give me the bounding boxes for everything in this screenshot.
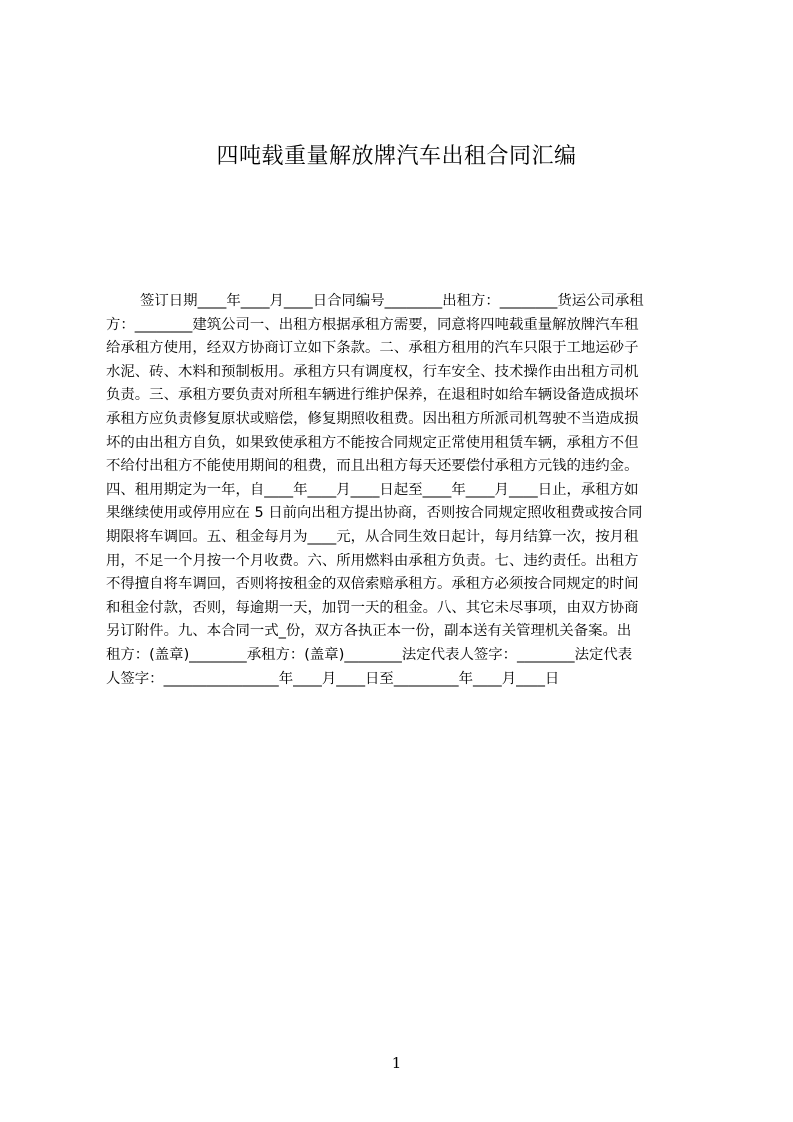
body-line: 另订附件。九、本合同一式_份，双方各执正本一份，副本送有关管理机关备案。出 xyxy=(106,623,632,640)
body-line: 人签字：________________年____月____日至_________年____月____日 xyxy=(106,670,560,687)
contract-body xyxy=(106,290,698,691)
body-line: 用，不足一个月按一个月收费。六、所用燃料由承租方负责。七、违约责任。出租方 xyxy=(106,552,639,569)
body-line: 给承租方使用，经双方协商订立如下条款。二、承租方租用的汽车只限于工地运砂子 xyxy=(106,340,639,357)
body-line: 坏的由出租方自负，如果致使承租方不能按合同规定正常使用租赁车辆，承租方不但 xyxy=(106,434,639,451)
body-line: 方：________建筑公司一、出租方根据承租方需要，同意将四吨载重量解放牌汽车租 xyxy=(106,316,639,333)
document-title: 四吨载重量解放牌汽车出租合同汇编 xyxy=(216,144,577,169)
body-line: 水泥、砖、木料和预制板用。承租方只有调度权，行车安全、技术操作由出租方司机 xyxy=(106,363,639,380)
body-line: 果继续使用或停用应在 5 日前向出租方提出协商，否则按合同规定照收租费或按合同 xyxy=(106,505,643,522)
body-line: 期限将车调回。五、租金每月为____元，从合同生效日起计，每月结算一次，按月租 xyxy=(106,528,639,545)
body-line: 不给付出租方不能使用期间的租费，而且出租方每天还要偿付承租方元钱的违约金。 xyxy=(106,458,639,475)
body-line: 负责。三、承租方要负责对所租车辆进行维护保养，在退租时如给车辆设备造成损坏 xyxy=(106,387,639,404)
body-line: 租方：(盖章)________承租方：(盖章)________法定代表人签字：________法定代表 xyxy=(106,646,633,663)
body-line: 四、租用期定为一年，自____年____月____日起至____年____月____日止，承租方如 xyxy=(106,481,639,498)
body-line: 和租金付款，否则，每逾期一天，加罚一天的租金。八、其它未尽事项，由双方协商 xyxy=(106,599,639,616)
page-number: 1 xyxy=(391,1054,402,1072)
body-line: 签订日期____年____月____日合同编号________出租方：________货运公司承租 xyxy=(140,293,644,309)
body-line: 承租方应负责修复原状或赔偿，修复期照收租费。因出租方所派司机驾驶不当造成损 xyxy=(106,410,639,427)
body-line: 不得擅自将车调回，否则将按租金的双倍索赔承租方。承租方必须按合同规定的时间 xyxy=(106,576,639,593)
